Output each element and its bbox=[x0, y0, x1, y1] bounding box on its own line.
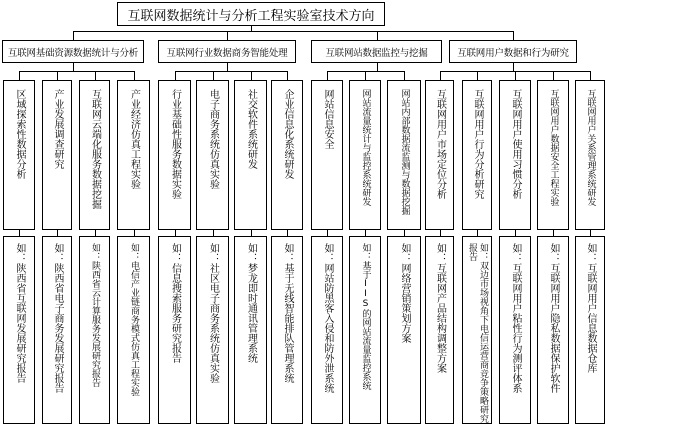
group-label: 互联网用户数据和行为研究 bbox=[457, 47, 569, 59]
example-box bbox=[196, 236, 229, 424]
chart-title-box bbox=[117, 2, 385, 26]
group-box bbox=[449, 40, 577, 63]
example-label: 如：陕西省互联网发展研究报告 bbox=[14, 243, 25, 383]
example-label: 如：互联网用户粘性行为测评体系 bbox=[510, 243, 521, 393]
direction-box bbox=[575, 80, 605, 230]
direction-label: 社交软件系统研发 bbox=[245, 89, 257, 169]
direction-box bbox=[462, 80, 492, 230]
direction-box bbox=[117, 80, 150, 230]
example-label: 如：双边市场视角下电信运营商竞争策略研究报告 bbox=[467, 243, 488, 423]
example-label: 如：网络营销策划方案 bbox=[399, 243, 410, 343]
example-label: 如：电信产业链商务模式仿真工程实验 bbox=[129, 243, 139, 396]
direction-label: 区域探索性数据分析 bbox=[14, 89, 25, 179]
group-bus-line bbox=[73, 31, 514, 32]
example-box bbox=[349, 236, 381, 424]
direction-box bbox=[79, 80, 110, 230]
example-box bbox=[575, 236, 605, 424]
example-label: 如：梦龙即时通讯管理系统 bbox=[245, 243, 257, 363]
example-box bbox=[499, 236, 531, 424]
direction-label: 行业基础性服务数据实验 bbox=[169, 89, 181, 199]
sub-bus-line bbox=[175, 71, 288, 72]
example-box bbox=[79, 236, 110, 424]
direction-box bbox=[349, 80, 381, 230]
direction-label: 互联网用户使用习惯分析 bbox=[510, 89, 521, 199]
example-box bbox=[3, 236, 35, 424]
group-label: 互联网基础资源数据统计与分析 bbox=[7, 47, 139, 59]
example-box bbox=[271, 236, 303, 424]
direction-label: 互联网云端化服务数据挖掘 bbox=[89, 89, 101, 209]
example-label: 如：基于IIS的网站流量监控系统 bbox=[360, 243, 371, 390]
chart-title: 互联网数据统计与分析工程实验室技术方向 bbox=[127, 8, 375, 24]
direction-box bbox=[271, 80, 303, 230]
direction-box bbox=[3, 80, 35, 230]
direction-label: 互联网用户关系管理系统研发 bbox=[585, 89, 596, 206]
direction-label: 互联网用户市场定位分析 bbox=[434, 89, 446, 199]
direction-label: 互联网用户数据安全工程实验 bbox=[548, 89, 559, 206]
direction-label: 网站流量统计与监控系统研发 bbox=[360, 89, 371, 206]
direction-box bbox=[234, 80, 267, 230]
direction-box bbox=[499, 80, 531, 230]
direction-box bbox=[537, 80, 569, 230]
direction-box bbox=[196, 80, 229, 230]
example-box bbox=[311, 236, 343, 424]
sub-bus-line bbox=[327, 71, 405, 72]
example-label: 如：陕西省电子商务发展研究报告 bbox=[52, 243, 63, 393]
example-box bbox=[42, 236, 72, 424]
example-box bbox=[462, 236, 492, 424]
direction-label: 网站信息安全 bbox=[322, 89, 333, 149]
group-box bbox=[311, 40, 442, 63]
direction-label: 企业信息化系统研发 bbox=[282, 89, 293, 179]
example-label: 如：陕西省云计算服务发展研究报告 bbox=[90, 243, 100, 387]
example-box bbox=[537, 236, 569, 424]
direction-label: 网站内部数据流监测与数据挖掘 bbox=[399, 89, 410, 215]
direction-label: 产业经济仿真工程实验 bbox=[128, 89, 140, 189]
direction-label: 电子商务系统仿真实验 bbox=[207, 89, 219, 189]
example-label: 如：互联网产品结构调整方案 bbox=[434, 243, 446, 373]
direction-box bbox=[158, 80, 191, 230]
example-label: 如：网站防黑客入侵和防外泄系统 bbox=[322, 243, 333, 393]
group-label: 互联网行业数据商务智能处理 bbox=[166, 47, 288, 59]
direction-box bbox=[42, 80, 72, 230]
example-label: 如：基于无线智能排队管理系统 bbox=[282, 243, 293, 383]
example-box bbox=[234, 236, 267, 424]
group-box bbox=[158, 40, 296, 63]
direction-box bbox=[387, 80, 421, 230]
example-box bbox=[387, 236, 421, 424]
example-box bbox=[158, 236, 191, 424]
direction-box bbox=[311, 80, 343, 230]
example-box bbox=[425, 236, 454, 424]
example-label: 如：互联网用户隐私数据保护软件 bbox=[548, 243, 559, 393]
example-label: 如：社区电子商务系统仿真实验 bbox=[207, 243, 219, 383]
example-label: 如：互联网用户信息数据仓库 bbox=[585, 243, 596, 373]
sub-bus-line bbox=[19, 71, 135, 72]
group-box bbox=[2, 40, 144, 63]
group-label: 互联网站数据监控与挖掘 bbox=[325, 47, 428, 59]
direction-box bbox=[425, 80, 454, 230]
direction-label: 产业发展调查研究 bbox=[52, 89, 63, 169]
direction-label: 互联网用户行为分析研究 bbox=[472, 89, 483, 199]
example-box bbox=[117, 236, 150, 424]
example-label: 如：信息搜索服务研究报告 bbox=[169, 243, 181, 363]
